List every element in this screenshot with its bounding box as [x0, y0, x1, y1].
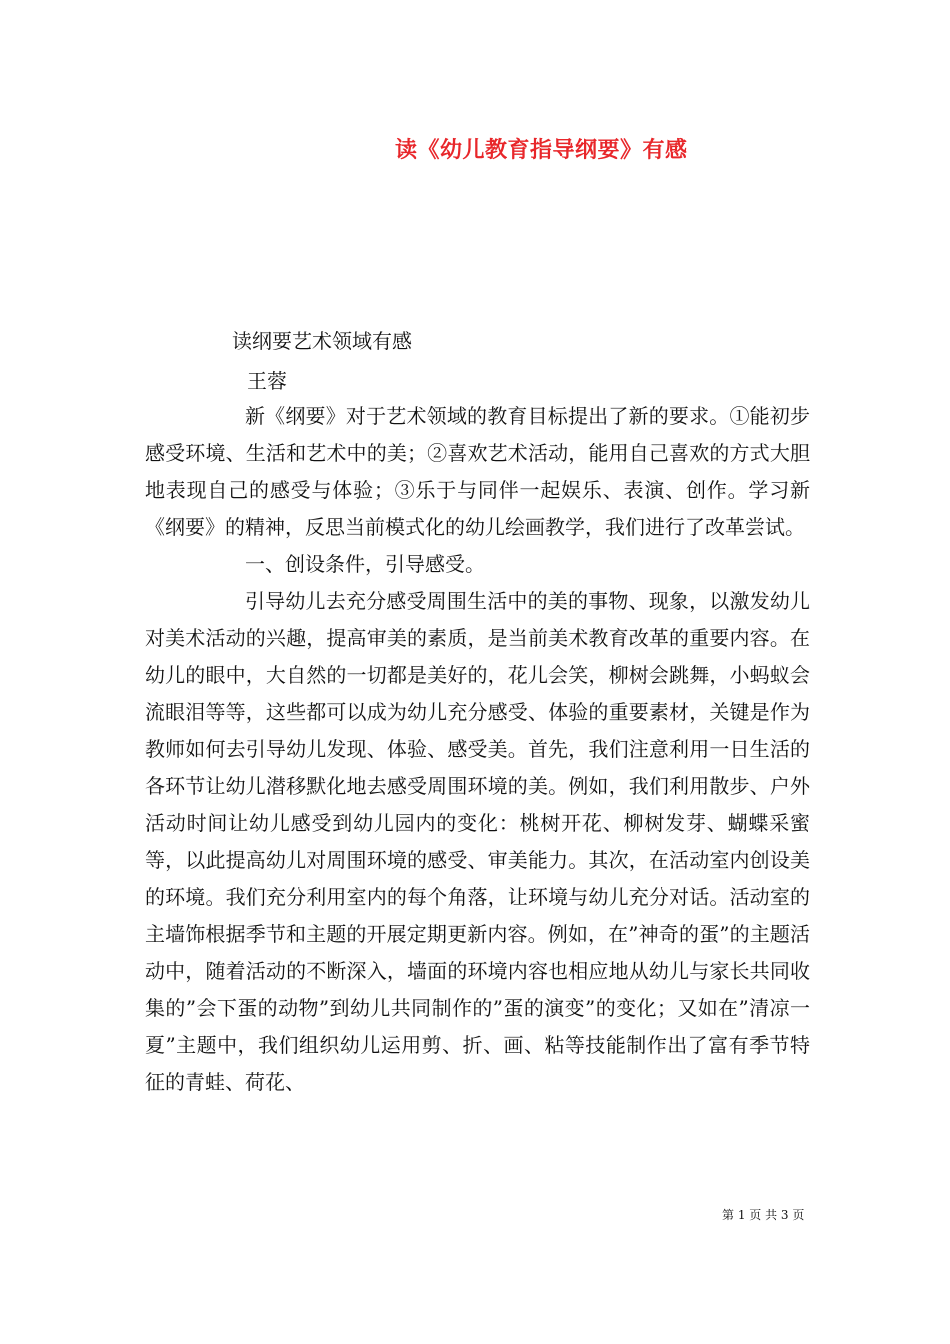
article-subtitle: 读纲要艺术领域有感	[232, 329, 412, 353]
section-heading: 一、创设条件，引导感受。	[245, 552, 485, 576]
paragraph-intro: 新《纲要》对于艺术领域的教育目标提出了新的要求。①能初步感受环境、生活和艺术中的美；②喜欢艺术活动，能用自己喜欢的方式大胆地表现自己的感受与体验；③乐于与同伴一起娱乐、表演、创作。学习新《纲要》的精神，反思当前模式化的幼儿绘画教学，我们进行了改革尝试。	[145, 404, 810, 539]
document-title: 读《幼儿教育指导纲要》有感	[395, 137, 688, 163]
article-body	[145, 398, 810, 1101]
paragraph-section-one: 引导幼儿去充分感受周围生活中的美的事物、现象，以激发幼儿对美术活动的兴趣，提高审美的素质，是当前美术教育改革的重要内容。在幼儿的眼中，大自然的一切都是美好的，花儿会笑，柳树会跳舞，小蚂蚁会流眼泪等等，这些都可以成为幼儿充分感受、体验的重要素材，关键是作为教师如何去引导幼儿发现、体验、感受美。首先，我们注意利用一日生活的各环节让幼儿潜移默化地去感受周围环境的美。例如，我们利用散步、户外活动时间让幼儿感受到幼儿园内的变化：桃树开花、柳树发芽、蝴蝶采蜜等，以此提高幼儿对周围环境的感受、审美能力。其次，在活动室内创设美的环境。我们充分利用室内的每个角落，让环境与幼儿充分对话。活动室的主墙饰根据季节和主题的开展定期更新内容。例如，在”神奇的蛋”的主题活动中，随着活动的不断深入，墙面的环境内容也相应地从幼儿与家长共同收集的”会下蛋的动物”到幼儿共同制作的”蛋的演变”的变化；又如在”清凉一夏”主题中，我们组织幼儿运用剪、折、画、粘等技能制作出了富有季节特征的青蛙、荷花、	[145, 589, 810, 1094]
page-number-footer: 第 1 页 共 3 页	[722, 1208, 805, 1222]
author-name: 王蓉	[247, 369, 287, 393]
